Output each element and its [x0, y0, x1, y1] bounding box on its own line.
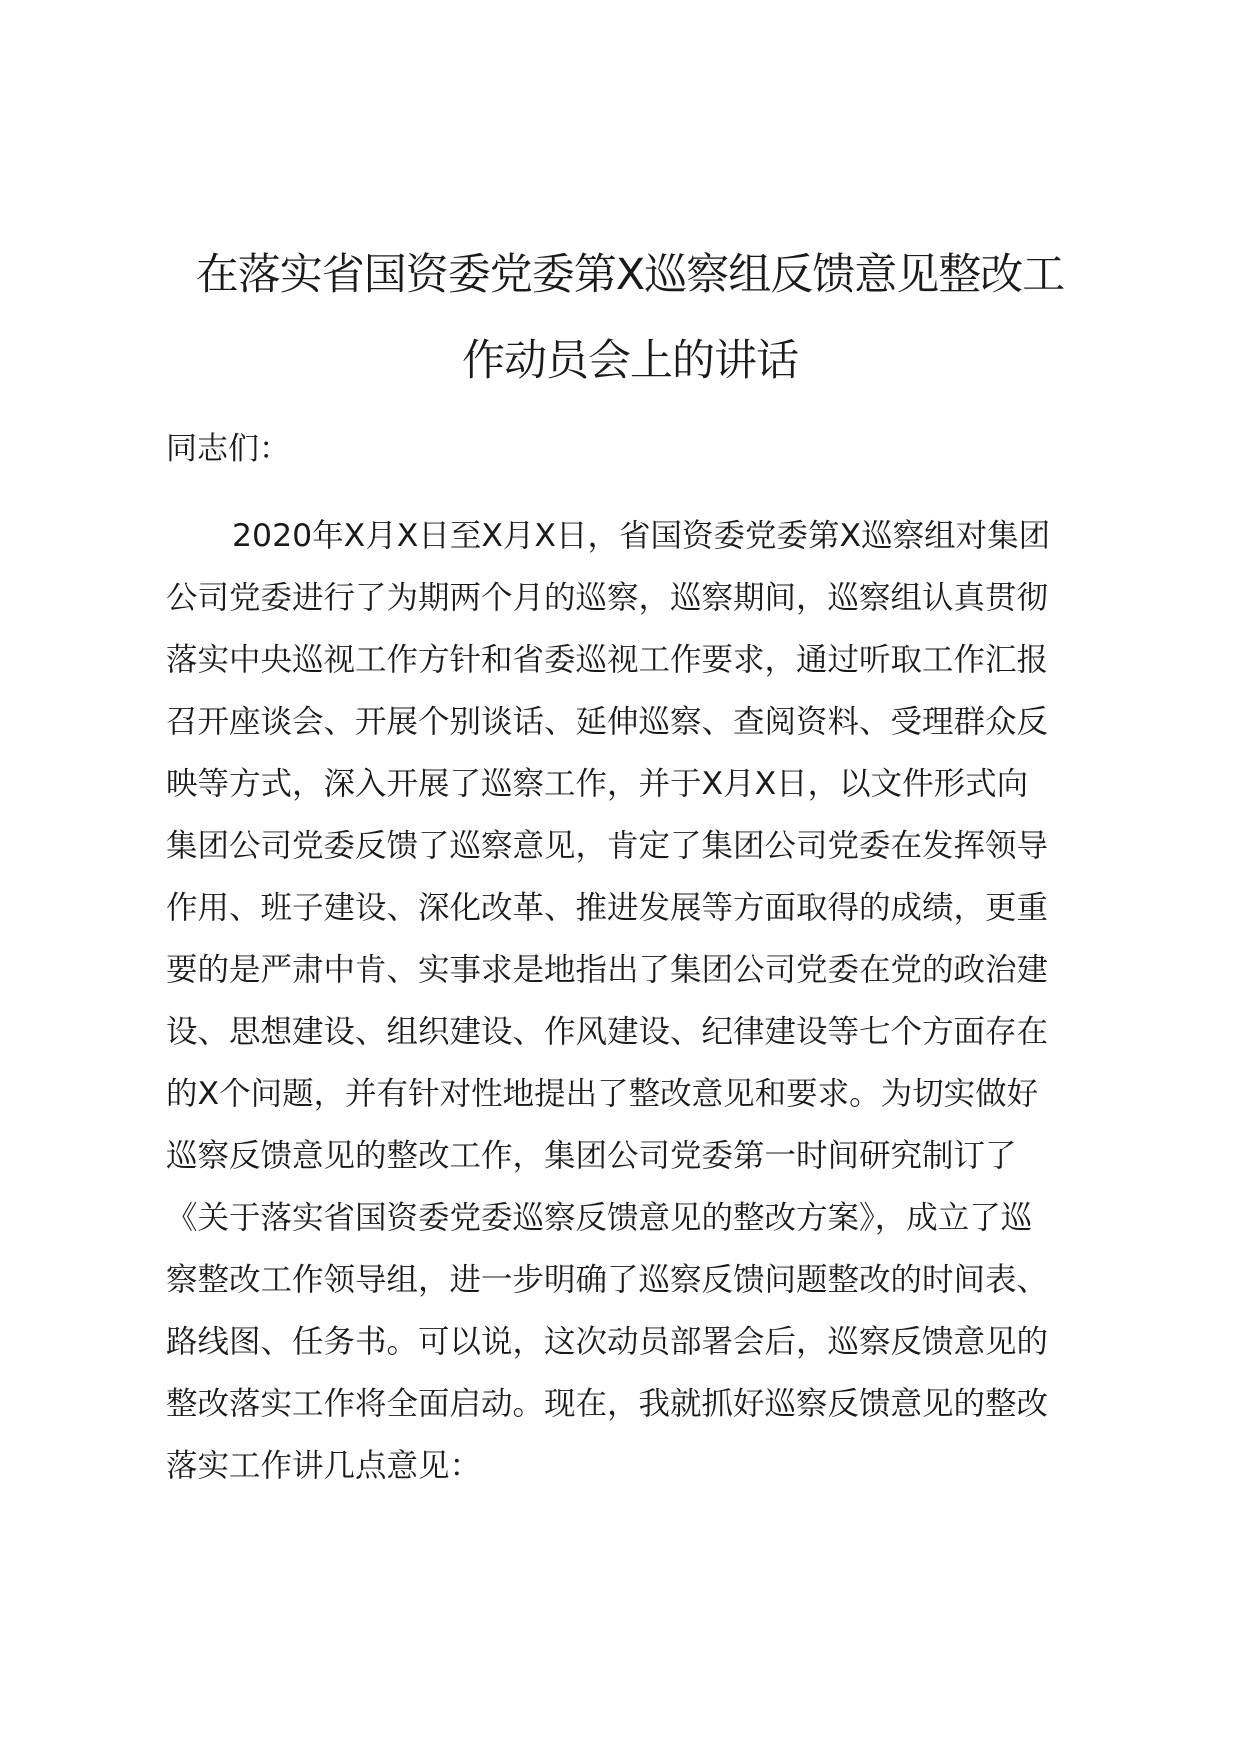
body-line: 察整改工作领导组，进一步明确了巡察反馈问题整改的时间表、 — [166, 1262, 1049, 1298]
body-line: 设、思想建设、组织建设、作风建设、纪律建设等七个方面存在 — [166, 1014, 1049, 1050]
salutation: 同志们： — [166, 431, 290, 467]
body-line: 要的是严肃中肯、实事求是地指出了集团公司党委在党的政治建 — [166, 952, 1049, 988]
body-line: 路线图、任务书。可以说，这次动员部署会后，巡察反馈意见的 — [166, 1324, 1049, 1360]
body-paragraph — [166, 505, 1116, 1497]
body-line: 落实工作讲几点意见： — [166, 1448, 482, 1484]
body-line: 集团公司党委反馈了巡察意见，肯定了集团公司党委在发挥领导 — [166, 828, 1049, 864]
body-line: 巡察反馈意见的整改工作，集团公司党委第一时间研究制订了 — [166, 1138, 1017, 1174]
body-line: 召开座谈会、开展个别谈话、延伸巡察、查阅资料、受理群众反 — [166, 704, 1049, 740]
title-line-2: 作动员会上的讲话 — [462, 336, 798, 386]
title-line-1: 在落实省国资委党委第X巡察组反馈意见整改工 — [195, 250, 1065, 300]
body-line: 《关于落实省国资委党委巡察反馈意见的整改方案》，成立了巡 — [166, 1200, 1033, 1236]
body-line: 映等方式，深入开展了巡察工作，并于X月X日，以文件形式向 — [166, 766, 1029, 802]
body-line: 落实中央巡视工作方针和省委巡视工作要求，通过听取工作汇报 — [166, 642, 1049, 678]
body-line: 2020年X月X日至X月X日，省国资委党委第X巡察组对集团 — [232, 518, 1051, 554]
document-title — [150, 232, 1110, 404]
body-line: 公司党委进行了为期两个月的巡察，巡察期间，巡察组认真贯彻 — [166, 580, 1049, 616]
body-line: 整改落实工作将全面启动。现在，我就抓好巡察反馈意见的整改 — [166, 1386, 1049, 1422]
body-line: 的X个问题，并有针对性地提出了整改意见和要求。为切实做好 — [166, 1076, 1039, 1112]
body-line: 作用、班子建设、深化改革、推进发展等方面取得的成绩，更重 — [166, 890, 1049, 926]
